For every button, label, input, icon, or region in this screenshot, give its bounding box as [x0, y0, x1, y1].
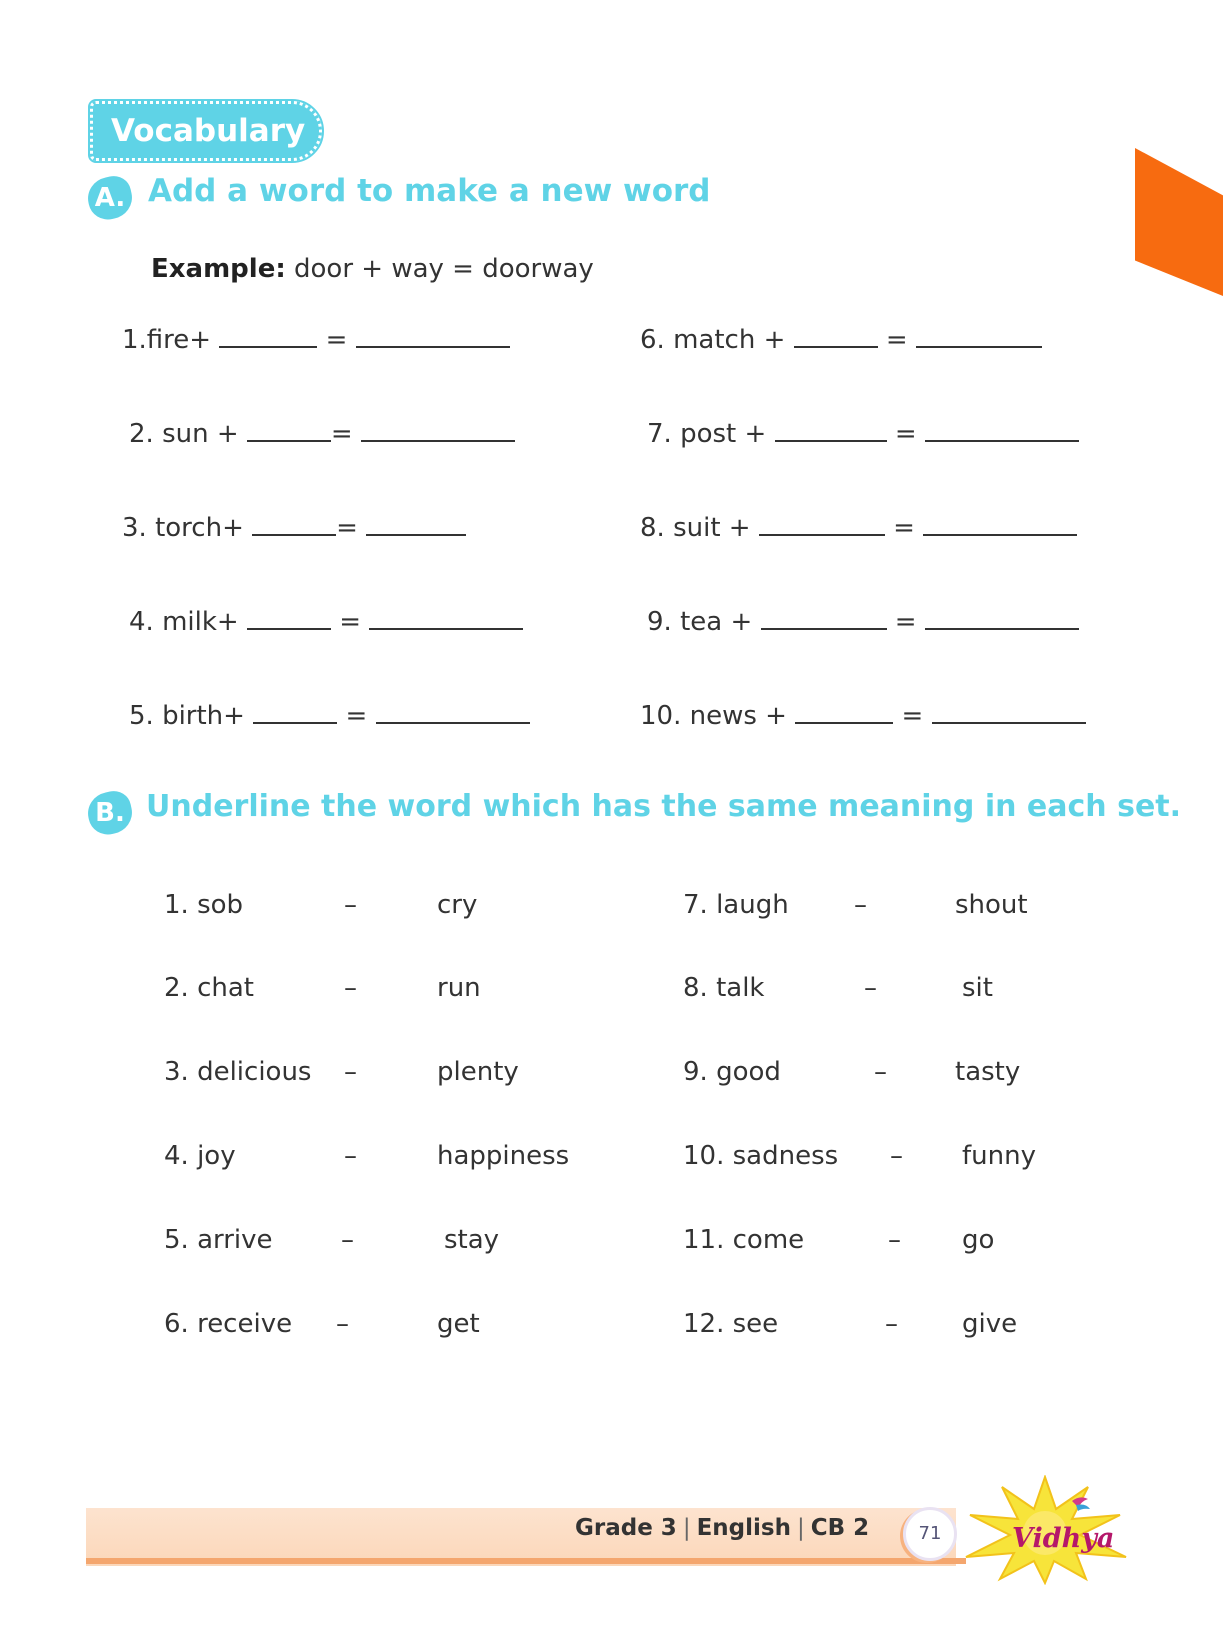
compound-prompt: 3. torch+ [122, 513, 244, 543]
answer-blank-result[interactable] [376, 700, 530, 724]
compound-item [647, 606, 1079, 637]
synonym-option[interactable]: happiness [437, 1141, 570, 1171]
footer-grade: Grade 3 [575, 1515, 677, 1541]
answer-blank-result[interactable] [925, 418, 1079, 442]
answer-blank-word[interactable] [795, 700, 893, 724]
compound-item [640, 324, 1042, 355]
dash: – [874, 1057, 887, 1087]
equals-sign: = [893, 513, 915, 543]
section-tab-vocabulary: Vocabulary [90, 101, 322, 161]
compound-prompt: 7. post + [647, 419, 767, 449]
answer-blank-word[interactable] [775, 418, 887, 442]
synonym-option[interactable]: cry [437, 890, 478, 920]
answer-blank-result[interactable] [369, 606, 523, 630]
footer-divider [86, 1558, 966, 1564]
compound-prompt: 9. tea + [647, 607, 753, 637]
compound-prompt: 2. sun + [129, 419, 239, 449]
synonym-word: 6. receive [164, 1309, 293, 1339]
answer-blank-word[interactable] [253, 700, 337, 724]
answer-blank-result[interactable] [923, 512, 1077, 536]
footer-subject: English [696, 1515, 791, 1541]
compound-item [129, 606, 523, 637]
equals-sign: = [885, 325, 908, 355]
compound-item [122, 512, 466, 543]
synonym-option[interactable]: go [962, 1225, 995, 1255]
answer-blank-word[interactable] [219, 324, 317, 348]
example-text: door + way = doorway [285, 254, 594, 284]
synonym-word: 4. joy [164, 1141, 236, 1171]
compound-item [647, 418, 1079, 449]
dash: – [864, 973, 877, 1003]
footer-book-info [575, 1515, 869, 1541]
compound-prompt: 4. milk+ [129, 607, 239, 637]
synonym-option[interactable]: get [437, 1309, 480, 1339]
dash: – [344, 1057, 357, 1087]
section-b-badge-icon [88, 792, 132, 834]
synonym-word: 8. talk [683, 973, 765, 1003]
answer-blank-word[interactable] [759, 512, 885, 536]
section-a-letter: A. [94, 183, 126, 213]
answer-blank-word[interactable] [247, 418, 331, 442]
answer-blank-result[interactable] [356, 324, 510, 348]
synonym-option[interactable]: give [962, 1309, 1018, 1339]
synonym-word: 3. delicious [164, 1057, 312, 1087]
example-label: Example: [151, 254, 286, 284]
section-a-badge-icon [88, 177, 132, 219]
compound-item [640, 700, 1086, 731]
dash: – [344, 973, 357, 1003]
compound-prompt: 8. suit + [640, 513, 751, 543]
vidhya-logo [960, 1475, 1130, 1585]
answer-blank-result[interactable] [366, 512, 466, 536]
synonym-option[interactable]: funny [962, 1141, 1036, 1171]
answer-blank-result[interactable] [932, 700, 1086, 724]
equals-sign: = [339, 607, 362, 637]
compound-prompt: 10. news + [640, 701, 787, 731]
equals-sign: = [901, 701, 924, 731]
synonym-option[interactable]: run [437, 973, 481, 1003]
section-b-title: Underline the word which has the same meaning in each set. [146, 789, 1182, 824]
answer-blank-word[interactable] [761, 606, 887, 630]
dash: – [336, 1309, 349, 1339]
dash: – [344, 1141, 357, 1171]
example-line [151, 254, 594, 284]
dash: – [344, 890, 357, 920]
section-a-title: Add a word to make a new word [148, 173, 711, 209]
equals-sign: = [336, 513, 358, 543]
dash: – [885, 1309, 898, 1339]
section-b-letter: B. [95, 798, 125, 828]
answer-blank-word[interactable] [794, 324, 878, 348]
synonym-option[interactable]: sit [962, 973, 993, 1003]
footer-separator: | [682, 1515, 691, 1541]
dash: – [854, 890, 867, 920]
equals-sign: = [894, 607, 917, 637]
compound-item [129, 418, 515, 449]
equals-sign: = [894, 419, 917, 449]
compound-prompt: 5. birth+ [129, 701, 245, 731]
logo-text: Vidhya [1012, 1523, 1115, 1554]
dash: – [341, 1225, 354, 1255]
synonym-word: 10. sadness [683, 1141, 839, 1171]
synonym-option[interactable]: plenty [437, 1057, 519, 1087]
dash: – [888, 1225, 901, 1255]
footer-separator: | [796, 1515, 805, 1541]
answer-blank-word[interactable] [247, 606, 331, 630]
compound-item [122, 324, 510, 355]
answer-blank-word[interactable] [252, 512, 336, 536]
synonym-word: 12. see [683, 1309, 779, 1339]
equals-sign: = [330, 419, 353, 449]
synonym-word: 1. sob [164, 890, 244, 920]
answer-blank-result[interactable] [916, 324, 1042, 348]
answer-blank-result[interactable] [925, 606, 1079, 630]
page-number-badge: 71 [903, 1507, 957, 1561]
synonym-option[interactable]: shout [955, 890, 1028, 920]
compound-prompt: 6. match + [640, 325, 786, 355]
compound-item [640, 512, 1077, 543]
synonym-word: 9. good [683, 1057, 781, 1087]
synonym-option[interactable]: stay [444, 1225, 500, 1255]
answer-blank-result[interactable] [361, 418, 515, 442]
corner-flag-decoration [1135, 148, 1223, 296]
equals-sign: = [325, 325, 348, 355]
footer-book: CB 2 [810, 1515, 870, 1541]
synonym-word: 2. chat [164, 973, 254, 1003]
compound-item [129, 700, 530, 731]
synonym-word: 7. laugh [683, 890, 789, 920]
compound-prompt: 1.fire+ [122, 325, 212, 355]
dash: – [890, 1141, 903, 1171]
equals-sign: = [345, 701, 368, 731]
synonym-word: 11. come [683, 1225, 805, 1255]
synonym-word: 5. arrive [164, 1225, 273, 1255]
synonym-option[interactable]: tasty [955, 1057, 1021, 1087]
